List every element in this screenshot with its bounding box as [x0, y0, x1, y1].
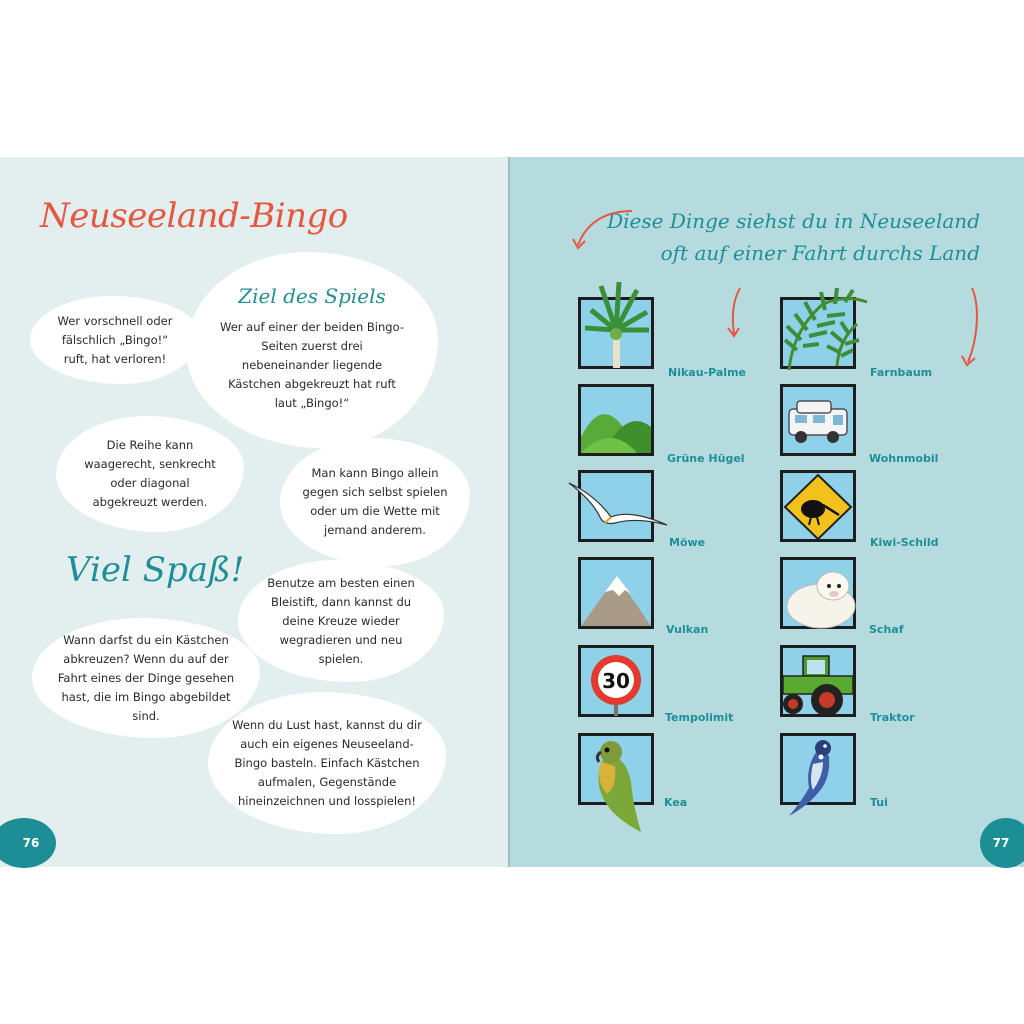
page-title: Neuseeland-Bingo — [40, 196, 348, 236]
label-kiwi-schild: Kiwi-Schild — [870, 536, 939, 549]
pencil-bubble — [238, 560, 444, 682]
label-gruene-huegel: Grüne Hügel — [667, 452, 745, 465]
row-rule-text: Die Reihe kann waagerecht, senkrecht oder diagonal abgekreuzt werden. — [84, 438, 216, 509]
camper-icon[interactable] — [780, 384, 856, 456]
pencil-text: Benutze am besten einen Bleistift, dann kannst du deine Kreuze wieder wegradieren und neu spielen. — [267, 575, 415, 666]
bingo-heading — [607, 205, 980, 269]
arrow-column1-icon — [724, 286, 748, 340]
label-schaf: Schaf — [869, 623, 904, 636]
bingo-heading-line1: Diese Dinge siehst du in Neuseeland — [607, 209, 980, 233]
label-farnbaum: Farnbaum — [870, 366, 933, 379]
label-traktor: Traktor — [870, 711, 915, 724]
gull-icon[interactable] — [578, 470, 654, 542]
arrow-heading-icon — [570, 205, 640, 255]
label-wohnmobil: Wohnmobil — [869, 452, 939, 465]
tui-icon[interactable] — [780, 733, 856, 805]
tractor-icon[interactable] — [780, 645, 856, 717]
bingo-heading-line2: oft auf einer Fahrt durchs Land — [660, 241, 980, 265]
label-kea: Kea — [664, 796, 688, 809]
page-number-left: 76 — [0, 818, 56, 868]
kiwi-sign-icon[interactable] — [780, 470, 856, 542]
sheep-icon[interactable] — [780, 557, 856, 629]
fern-icon[interactable] — [780, 297, 856, 369]
speed-limit-text: 30 — [602, 669, 630, 693]
row-rule-bubble — [56, 416, 244, 532]
goal-text: Wer auf einer der beiden Bingo-Seiten zuerst drei nebeneinander liegende Kästchen abgekreuzt hat ruft laut „Bingo!“ — [220, 320, 404, 410]
arrow-column2-icon — [958, 286, 982, 368]
diy-text: Wenn du Lust hast, kannst du dir auch ein eigenes Neuseeland-Bingo basteln. Einfach Kästchen aufmalen, Gegenstände hineinzeichnen und losspielen! — [232, 717, 422, 808]
page-number-right: 77 — [980, 818, 1024, 868]
goal-heading: Ziel des Spiels — [238, 284, 386, 308]
label-tui: Tui — [870, 796, 888, 809]
alone-bubble — [280, 438, 470, 566]
label-moewe: Möwe — [669, 536, 706, 549]
alone-text: Man kann Bingo allein gegen sich selbst spielen oder um die Wette mit jemand anderem. — [302, 466, 448, 537]
hills-icon[interactable] — [578, 384, 654, 456]
label-vulkan: Vulkan — [666, 623, 709, 636]
label-tempolimit: Tempolimit — [665, 711, 734, 724]
when-text: Wann darfst du ein Kästchen abkreuzen? Wenn du auf der Fahrt eines der Dinge gesehen hast, die im Bingo abgebildet sind. — [57, 632, 235, 723]
label-nikau-palme: Nikau-Palme — [668, 366, 746, 379]
lost-rule-text: Wer vorschnell oder fälschlich „Bingo!“ ruft, hat verloren! — [57, 313, 173, 366]
volcano-icon[interactable] — [578, 557, 654, 629]
lost-rule-bubble — [30, 296, 200, 384]
palm-icon[interactable] — [578, 297, 654, 369]
speed-limit-icon[interactable] — [578, 645, 654, 717]
kea-icon[interactable] — [578, 733, 654, 805]
when-bubble — [32, 618, 260, 738]
fun-heading: Viel Spaß! — [66, 550, 245, 590]
